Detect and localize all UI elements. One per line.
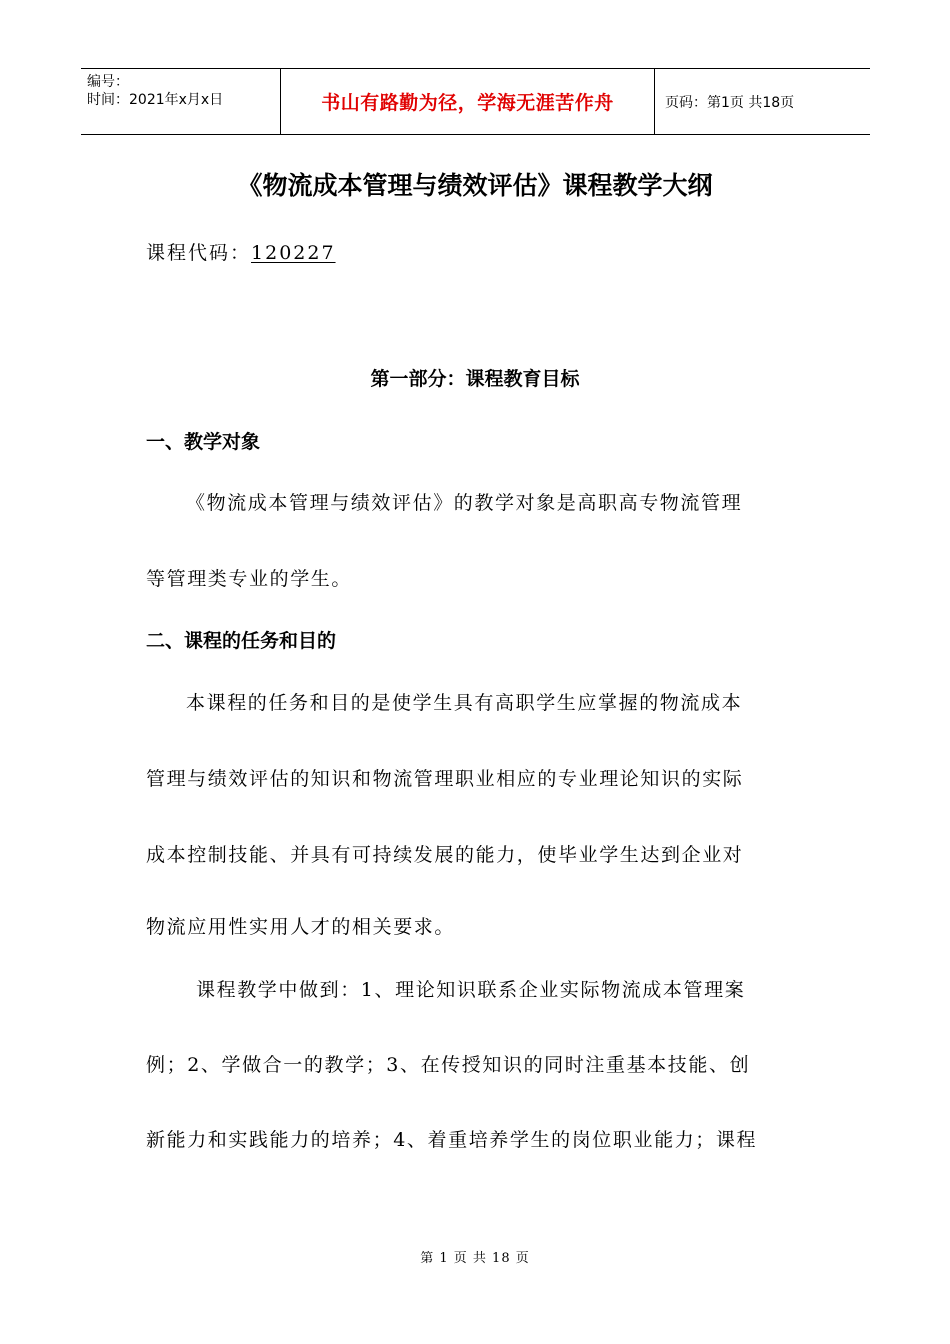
paragraph-line: 成本控制技能、并具有可持续发展的能力，使毕业学生达到企业对 [146, 844, 744, 866]
course-code-label: 课程代码： [146, 242, 252, 264]
header-motto-cell [281, 69, 655, 134]
header-time-label: 时间：2021年x月x日 [87, 92, 224, 108]
page-header [81, 68, 870, 135]
header-page-cell [655, 69, 870, 134]
header-meta-cell [81, 69, 281, 134]
paragraph-line: 课程教学中做到：1、理论知识联系企业实际物流成本管理案 [196, 979, 746, 1001]
paragraph-line: 物流应用性实用人才的相关要求。 [146, 916, 456, 938]
paragraph-line: 本课程的任务和目的是使学生具有高职学生应掌握的物流成本 [186, 692, 743, 714]
course-code-value: 120227 [251, 242, 336, 264]
paragraph-line: 新能力和实践能力的培养；4、着重培养学生的岗位职业能力；课程 [146, 1129, 758, 1151]
header-number-label: 编号： [87, 74, 129, 90]
header-page-info: 页码：第1页 共18页 [665, 94, 795, 111]
paragraph-line: 例；2、学做合一的教学；3、在传授知识的同时注重基本技能、创 [146, 1054, 751, 1076]
paragraph-line: 《物流成本管理与绩效评估》的教学对象是高职高专物流管理 [186, 492, 743, 514]
section-heading-teaching-target: 一、教学对象 [146, 431, 261, 453]
page-footer: 第 1 页 共 18 页 [420, 1251, 530, 1266]
document-title: 《物流成本管理与绩效评估》课程教学大纲 [237, 171, 713, 200]
section-heading-task-purpose: 二、课程的任务和目的 [146, 630, 337, 652]
paragraph-line: 管理与绩效评估的知识和物流管理职业相应的专业理论知识的实际 [146, 768, 744, 790]
paragraph-line: 等管理类专业的学生。 [146, 568, 353, 590]
header-motto: 书山有路勤为径，学海无涯苦作舟 [321, 92, 614, 114]
part-heading: 第一部分：课程教育目标 [370, 368, 580, 390]
course-code [146, 238, 336, 265]
